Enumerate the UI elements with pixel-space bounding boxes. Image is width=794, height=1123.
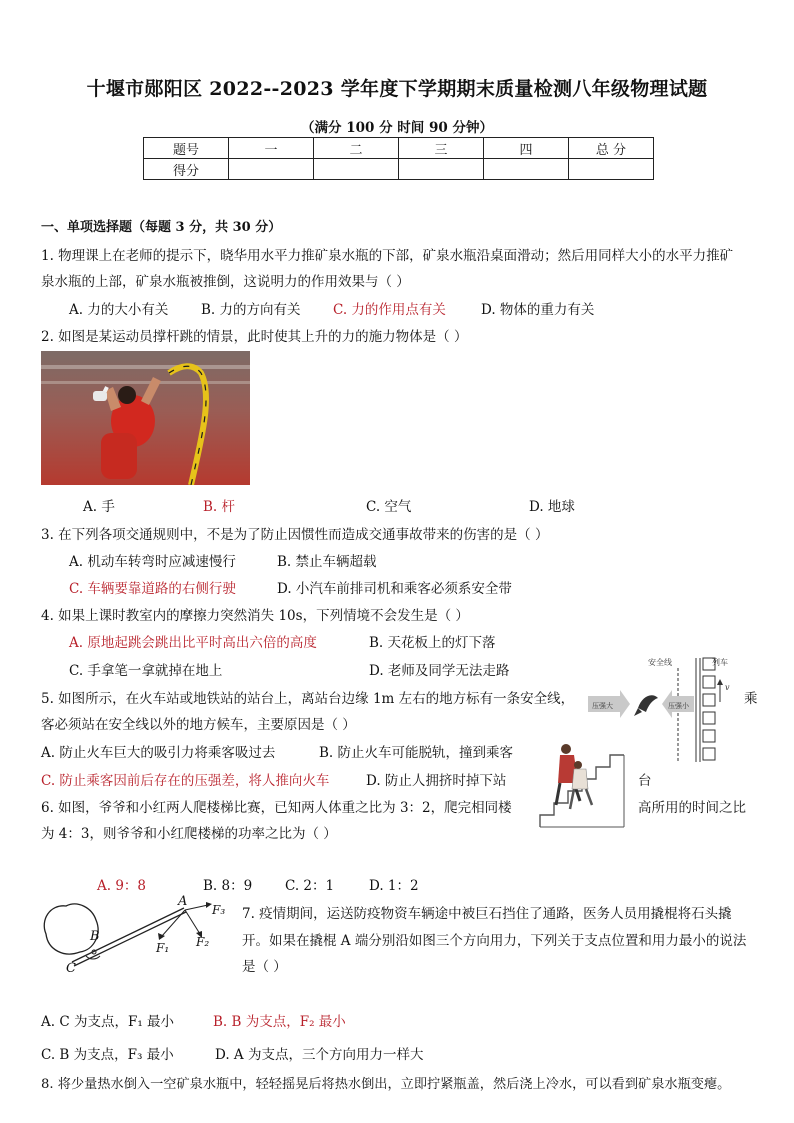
question-6-stem-cont: 为 4：3，则爷爷和小红爬楼梯的功率之比为（ ） [41, 826, 337, 842]
score-cell: 总 分 [569, 138, 654, 159]
score-input-cell[interactable] [569, 159, 654, 180]
stairs-climbing-illustration [538, 743, 626, 829]
question-8-stem: 8. 将少量热水倒入一空矿泉水瓶中，轻轻摇晃后将热水倒出，立即拧紧瓶盖，然后浇上冷水，可以看到矿泉水瓶变瘪。 [41, 1077, 731, 1092]
question-5-stem-tail: 乘 [744, 691, 758, 707]
lever-crowbar-diagram [38, 890, 238, 978]
q4-option-b: B. 天花板上的灯下落 [369, 635, 496, 651]
exam-title: 十堰市郧阳区 2022--2023 学年度下学期期末质量检测八年级物理试题 [86, 78, 708, 100]
q6-option-b: B. 8：9 [203, 878, 253, 894]
q5-option-c-answer: C. 防止乘客因前后存在的压强差，将人推向火车 [41, 773, 330, 789]
q2-option-c: C. 空气 [366, 499, 412, 515]
q3-option-a: A. 机动车转弯时应减速慢行 [69, 554, 236, 570]
q7-option-a: A. C 为支点，F₁ 最小 [41, 1014, 175, 1030]
score-input-cell[interactable] [314, 159, 399, 180]
q5-option-b: B. 防止火车可能脱轨，撞到乘客 [319, 745, 514, 761]
q3-option-d: D. 小汽车前排司机和乘客必须系安全带 [277, 581, 512, 597]
question-4-stem: 4. 如果上课时教室内的摩擦力突然消失 10s，下列情境不会发生是（ ） [41, 608, 469, 624]
question-7-stem: 7. 疫情期间，运送防疫物资车辆途中被巨石挡住了通路，医务人员用撬棍将石头撬 [242, 906, 732, 922]
score-cell: 一 [229, 138, 314, 159]
score-input-cell[interactable] [399, 159, 484, 180]
score-cell: 二 [314, 138, 399, 159]
pressure-high-label: 压强大 [592, 702, 613, 710]
score-cell: 题号 [144, 138, 229, 159]
q3-option-b: B. 禁止车辆超载 [277, 554, 377, 570]
question-1-stem: 1. 物理课上在老师的提示下，晓华用水平力推矿泉水瓶的下部，矿泉水瓶沿桌面滑动；然后用同样大小的水平力推矿 [41, 248, 734, 264]
pole-vault-photo [41, 351, 250, 485]
score-cell: 四 [484, 138, 569, 159]
score-input-cell[interactable] [484, 159, 569, 180]
q4-option-a-answer: A. 原地起跳会跳出比平时高出六倍的高度 [69, 635, 317, 651]
q6-option-a-answer: A. 9：8 [97, 878, 147, 894]
question-7-stem-cont2: 是（ ） [242, 959, 287, 975]
score-cell: 得分 [144, 159, 229, 180]
q6-option-c: C. 2：1 [285, 878, 335, 894]
point-b-label: B [90, 929, 100, 944]
question-1-stem-cont: 泉水瓶的上部，矿泉水瓶被推倒，这说明力的作用效果与（ ） [41, 274, 410, 290]
score-table-score-row [144, 159, 654, 180]
q5-option-d: D. 防止人拥挤时掉下站 [366, 773, 507, 789]
q1-option-d: D. 物体的重力有关 [481, 302, 595, 318]
score-cell: 三 [399, 138, 484, 159]
q4-option-c: C. 手拿笔一拿就掉在地上 [69, 663, 223, 679]
point-c-label: C [66, 961, 76, 976]
question-6-stem: 6. 如图，爷爷和小红两人爬楼梯比赛，已知两人体重之比为 3：2，爬完相同楼 [41, 800, 512, 816]
q7-option-d: D. A 为支点，三个方向用力一样大 [215, 1047, 424, 1063]
q5-option-d-tail: 台 [638, 773, 652, 789]
question-5-stem: 5. 如图所示，在火车站或地铁站的站台上，离站台边缘 1m 左右的地方标有一条安全线， [41, 691, 575, 707]
q2-option-d: D. 地球 [529, 499, 575, 515]
q3-option-c-answer: C. 车辆要靠道路的右侧行驶 [69, 581, 236, 597]
q4-option-d: D. 老师及同学无法走路 [369, 663, 510, 679]
q2-option-a: A. 手 [83, 499, 115, 515]
pressure-low-label: 压强小 [668, 702, 689, 710]
exam-subtitle: （满分 100 分 时间 90 分钟） [301, 120, 493, 136]
q1-option-c-answer: C. 力的作用点有关 [333, 302, 446, 318]
q2-option-b-answer: B. 杆 [203, 499, 236, 515]
force-f3-label: F₃ [212, 903, 226, 917]
q1-option-a: A. 力的大小有关 [69, 302, 169, 318]
q1-option-b: B. 力的方向有关 [201, 302, 301, 318]
q5-option-a: A. 防止火车巨大的吸引力将乘客吸过去 [41, 745, 276, 761]
question-5-stem-cont: 客必须站在安全线以外的地方候车，主要原因是（ ） [41, 717, 356, 733]
question-3-stem: 3. 在下列各项交通规则中，不是为了防止因惯性而造成交通事故带来的伤害的是（ ） [41, 527, 549, 543]
score-table-header-row [144, 138, 654, 159]
q7-option-c: C. B 为支点，F₃ 最小 [41, 1047, 174, 1063]
score-input-cell[interactable] [229, 159, 314, 180]
question-6-stem-tail: 高所用的时间之比 [638, 800, 746, 816]
question-2-stem: 2. 如图是某运动员撑杆跳的情景，此时使其上升的力的施力物体是（ ） [41, 329, 468, 345]
question-7-stem-cont: 开。如果在撬棍 A 端分别沿如图三个方向用力，下列关于支点位置和用力最小的说法 [242, 933, 747, 949]
q7-option-b-answer: B. B 为支点，F₂ 最小 [213, 1014, 346, 1030]
section-title: 一、单项选择题（每题 3 分，共 30 分） [41, 220, 282, 235]
train-label: 列车 [712, 658, 728, 667]
safety-line-label: 安全线 [648, 658, 672, 667]
force-f2-label: F₂ [196, 935, 210, 949]
point-a-label: A [178, 894, 188, 909]
q6-option-d: D. 1：2 [369, 878, 419, 894]
score-table [143, 137, 654, 180]
velocity-label: v [725, 683, 730, 692]
force-f1-label: F₁ [156, 941, 170, 955]
pole-vault-illustration [41, 351, 250, 485]
